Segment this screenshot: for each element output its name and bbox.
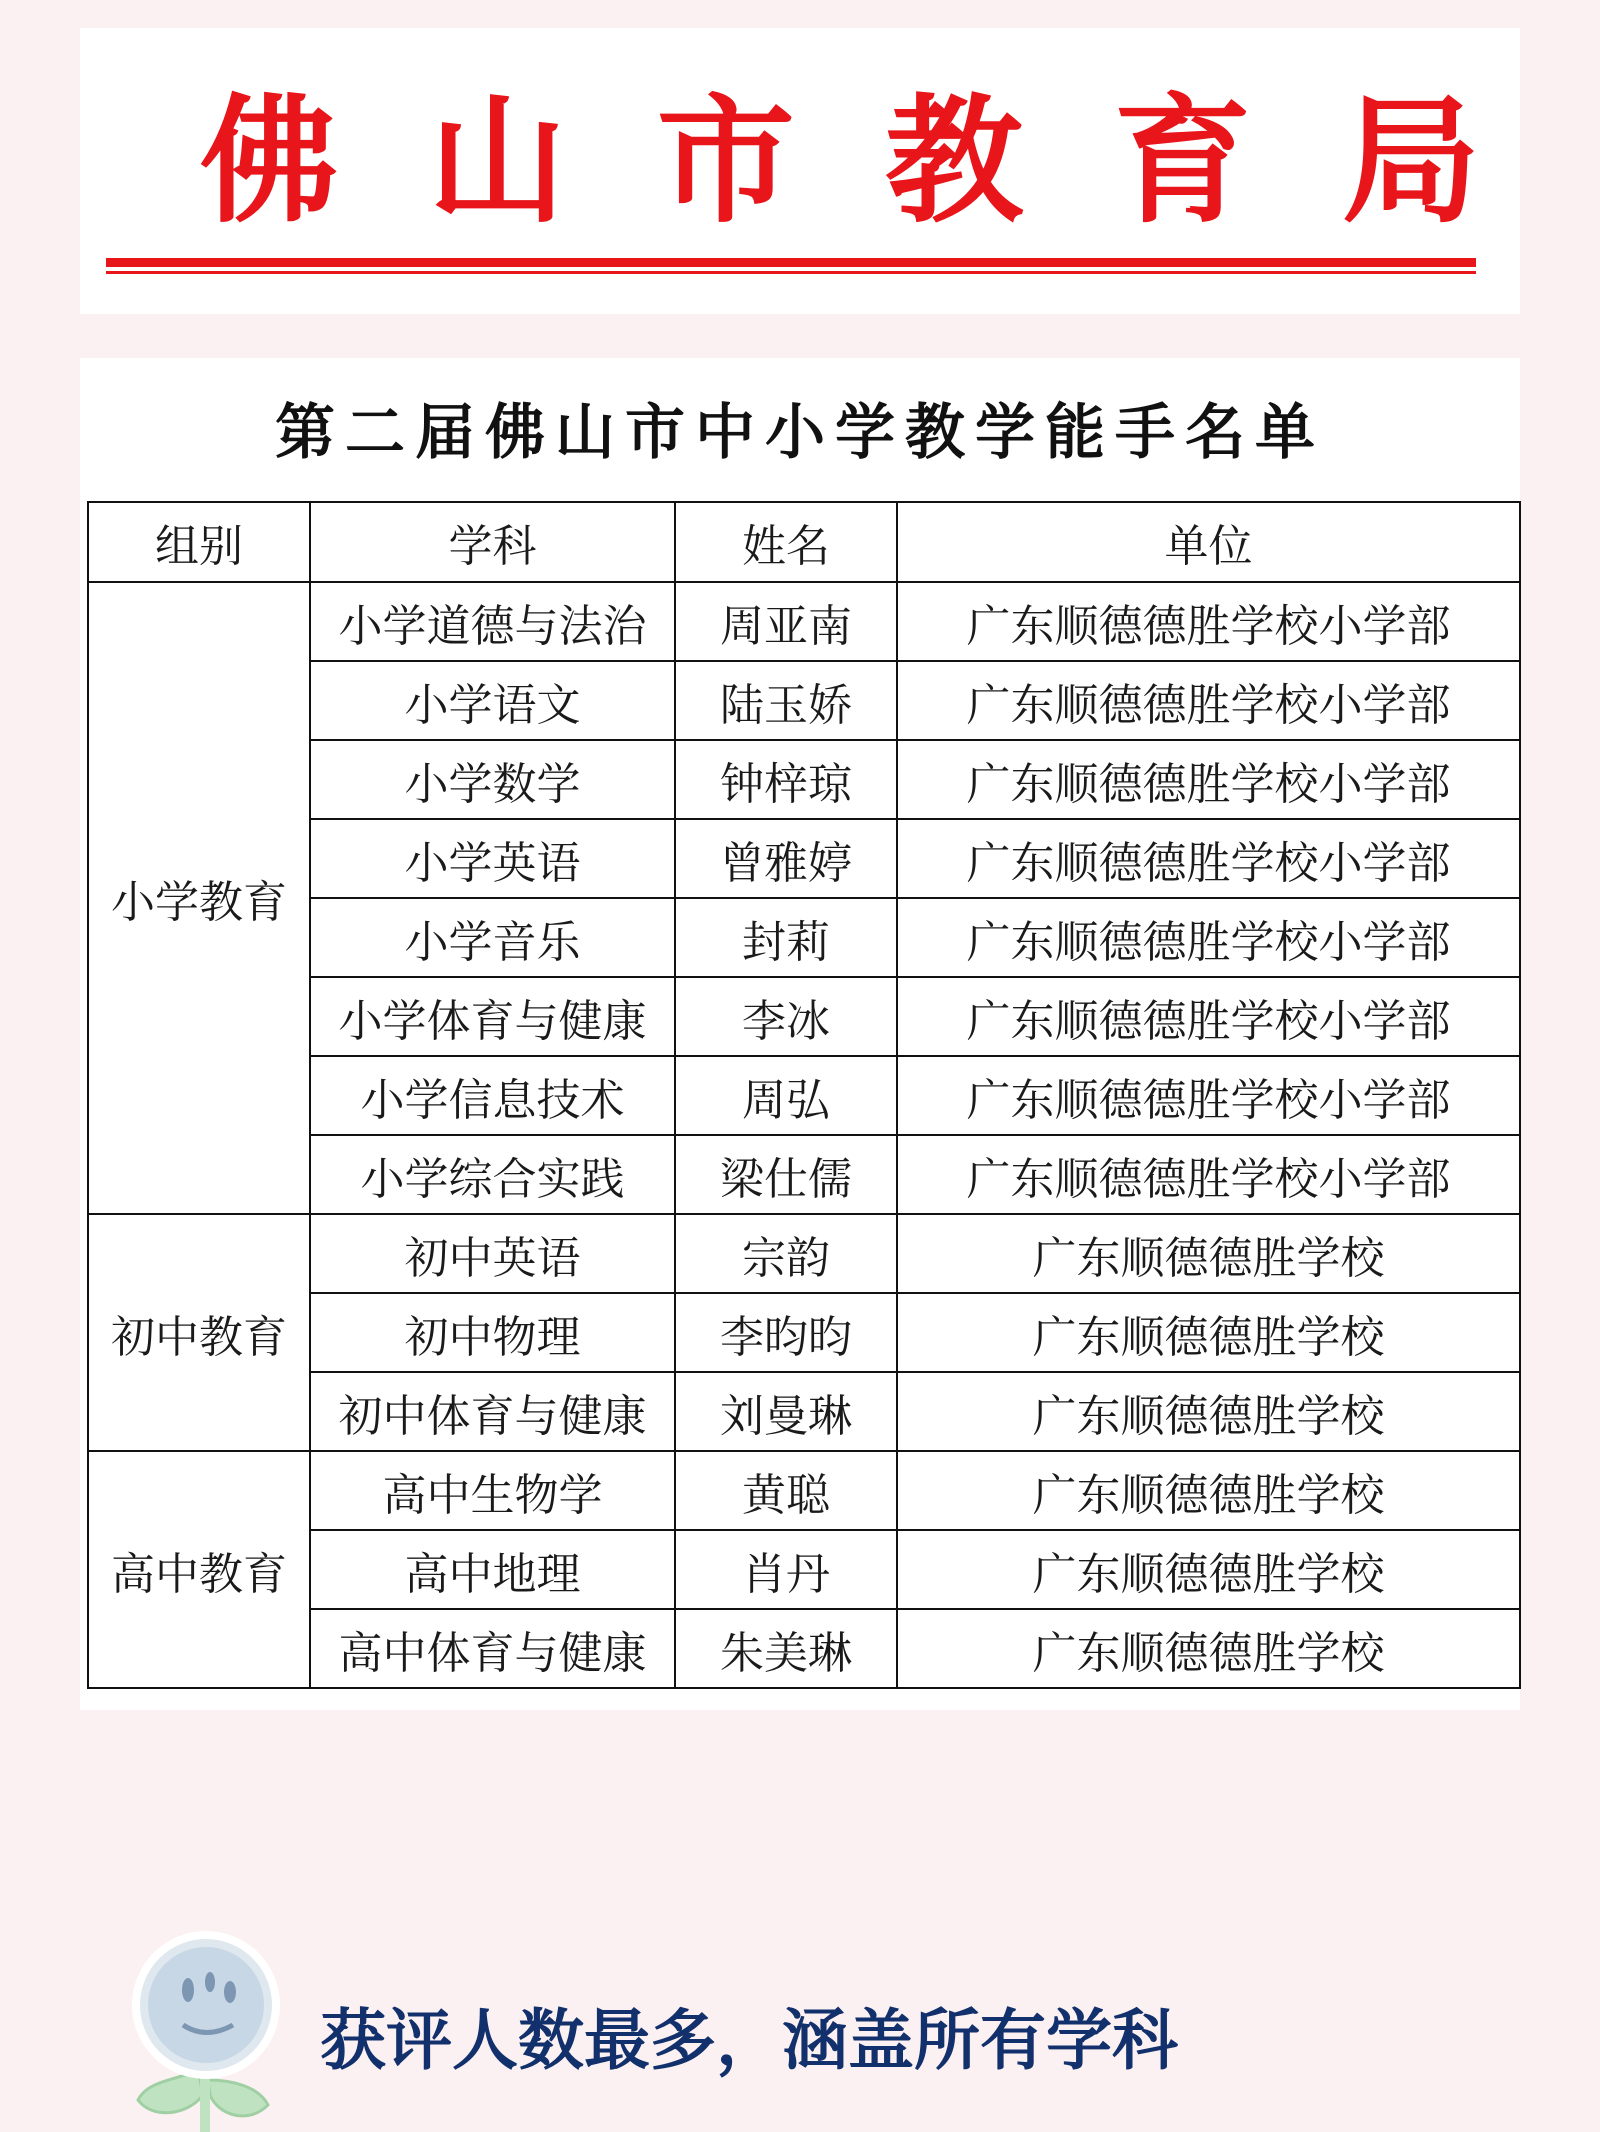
name-cell: 李冰	[675, 977, 897, 1056]
subject-cell: 小学体育与健康	[310, 977, 675, 1056]
subject-cell: 高中地理	[310, 1530, 675, 1609]
subject-cell: 小学道德与法治	[310, 582, 675, 661]
unit-cell: 广东顺德德胜学校	[897, 1214, 1520, 1293]
letterhead-char: 局	[1341, 79, 1480, 242]
unit-cell: 广东顺德德胜学校	[897, 1609, 1520, 1688]
name-cell: 周弘	[675, 1056, 897, 1135]
table-row	[88, 1451, 1520, 1530]
subject-cell: 小学信息技术	[310, 1056, 675, 1135]
name-cell: 梁仕儒	[675, 1135, 897, 1214]
subject-cell: 小学英语	[310, 819, 675, 898]
document-title: 第二届佛山市中小学教学能手名单	[275, 398, 1325, 468]
roster-table	[87, 501, 1521, 1689]
subject-cell: 高中体育与健康	[310, 1609, 675, 1688]
name-cell: 曾雅婷	[675, 819, 897, 898]
group-cell: 高中教育	[88, 1451, 310, 1688]
unit-cell: 广东顺德德胜学校小学部	[897, 582, 1520, 661]
bureau-letterhead-title	[200, 79, 1480, 242]
letterhead-char: 教	[885, 79, 1024, 242]
name-cell: 李昀昀	[675, 1293, 897, 1372]
column-header-subject: 学科	[310, 502, 675, 582]
subject-cell: 小学综合实践	[310, 1135, 675, 1214]
table-row	[88, 1214, 1520, 1293]
unit-cell: 广东顺德德胜学校	[897, 1451, 1520, 1530]
letterhead-rule-thin	[106, 271, 1476, 274]
name-cell: 钟梓琼	[675, 740, 897, 819]
letterhead-char: 市	[656, 79, 795, 242]
group-cell: 初中教育	[88, 1214, 310, 1451]
subject-cell: 小学音乐	[310, 898, 675, 977]
subject-cell: 初中体育与健康	[310, 1372, 675, 1451]
subject-cell: 初中英语	[310, 1214, 675, 1293]
name-cell: 肖丹	[675, 1530, 897, 1609]
column-header-group: 组别	[88, 502, 310, 582]
unit-cell: 广东顺德德胜学校小学部	[897, 1056, 1520, 1135]
name-cell: 周亚南	[675, 582, 897, 661]
unit-cell: 广东顺德德胜学校小学部	[897, 898, 1520, 977]
flower-sticker-icon	[118, 1930, 298, 2132]
subject-cell: 初中物理	[310, 1293, 675, 1372]
unit-cell: 广东顺德德胜学校小学部	[897, 661, 1520, 740]
footer-caption: 获评人数最多，涵盖所有学科	[320, 2002, 1178, 2079]
column-header-unit: 单位	[897, 502, 1520, 582]
roster-card	[80, 358, 1520, 1710]
unit-cell: 广东顺德德胜学校小学部	[897, 819, 1520, 898]
unit-cell: 广东顺德德胜学校小学部	[897, 1135, 1520, 1214]
name-cell: 朱美琳	[675, 1609, 897, 1688]
letterhead-char: 佛	[200, 79, 339, 242]
letterhead-card	[80, 28, 1520, 314]
name-cell: 宗韵	[675, 1214, 897, 1293]
subject-cell: 小学语文	[310, 661, 675, 740]
column-header-name: 姓名	[675, 502, 897, 582]
table-header-row	[88, 502, 1520, 582]
letterhead-rule-thick	[106, 258, 1476, 267]
name-cell: 封莉	[675, 898, 897, 977]
letterhead-char: 育	[1113, 79, 1252, 242]
letterhead-char: 山	[428, 79, 567, 242]
unit-cell: 广东顺德德胜学校	[897, 1530, 1520, 1609]
group-cell: 小学教育	[88, 582, 310, 1214]
unit-cell: 广东顺德德胜学校小学部	[897, 740, 1520, 819]
subject-cell: 高中生物学	[310, 1451, 675, 1530]
name-cell: 陆玉娇	[675, 661, 897, 740]
roster-table-body	[88, 582, 1520, 1688]
unit-cell: 广东顺德德胜学校小学部	[897, 977, 1520, 1056]
unit-cell: 广东顺德德胜学校	[897, 1293, 1520, 1372]
name-cell: 刘曼琳	[675, 1372, 897, 1451]
name-cell: 黄聪	[675, 1451, 897, 1530]
subject-cell: 小学数学	[310, 740, 675, 819]
unit-cell: 广东顺德德胜学校	[897, 1372, 1520, 1451]
table-row	[88, 582, 1520, 661]
